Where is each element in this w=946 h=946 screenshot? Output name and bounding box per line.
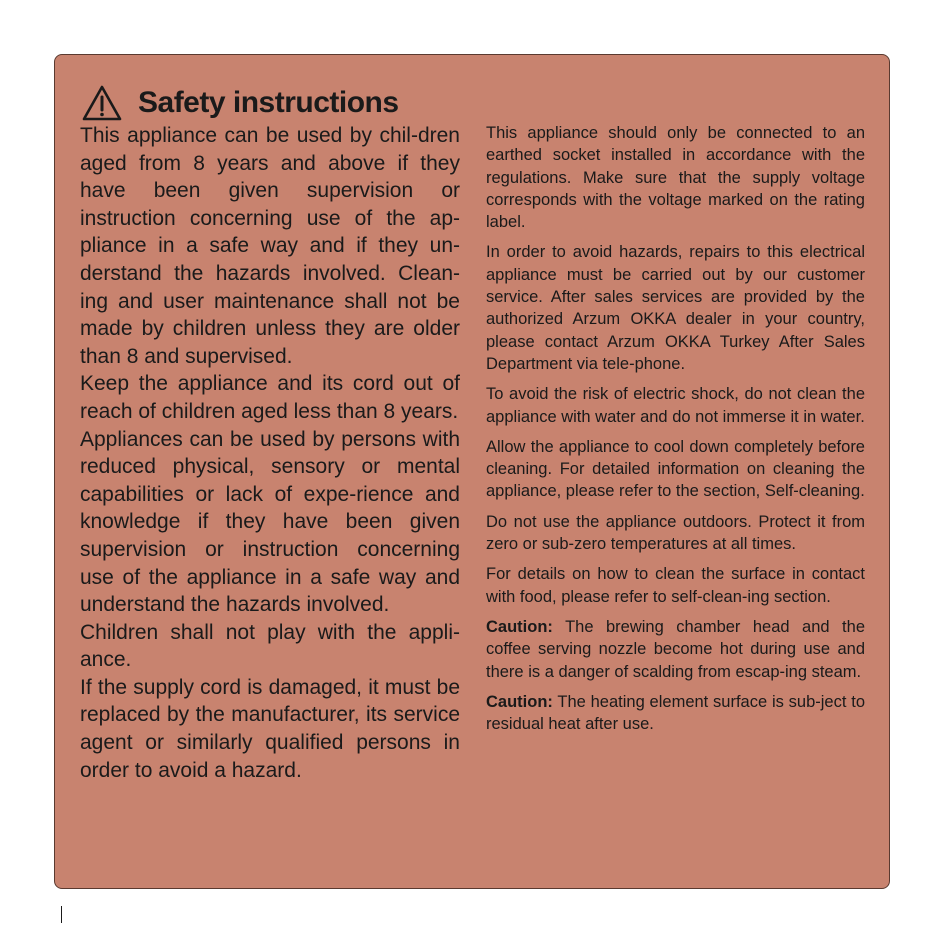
paragraph-supply-cord: If the supply cord is damaged, it must be replaced by the manufacturer, its service agent or similarly qualified persons in order to avoid a hazard. bbox=[80, 675, 460, 782]
right-column bbox=[486, 122, 865, 743]
paragraph-cool-down: Allow the appliance to cool down completely before cleaning. For detailed information on cleaning the appliance, please refer to the section, Self-cleaning. bbox=[486, 437, 865, 501]
paragraph-reduced-capabilities: Appliances can be used by persons with reduced physical, sensory or mental capabilities or lack of expe-rience and knowledge if they have been given supervision or instruction concerning use of the appliance in a safe way and understand the hazards involved. bbox=[80, 427, 460, 617]
caution-text: The brewing chamber head and the coffee serving nozzle become hot during use and there is a danger of scalding from escap-ing steam. bbox=[486, 617, 865, 681]
left-column bbox=[80, 122, 460, 784]
caution-label: Caution: bbox=[486, 692, 553, 711]
title-row bbox=[82, 84, 399, 122]
paragraph-electric-shock: To avoid the risk of electric shock, do not clean the appliance with water and do not immerse it in water. bbox=[486, 385, 865, 426]
paragraph-earthed-socket: This appliance should only be connected to an earthed socket installed in accordance with the regulations. Make sure that the supply voltage corresponds with the voltage marked on the rating label. bbox=[486, 124, 865, 232]
page-title: Safety instructions bbox=[138, 86, 399, 119]
paragraph-keep-out-of-reach: Keep the appliance and its cord out of reach of children aged less than 8 years. bbox=[80, 372, 460, 423]
paragraph-food-surface: For details on how to clean the surface in contact with food, please refer to self-clean-ing section. bbox=[486, 565, 865, 606]
paragraph-children-use: This appliance can be used by chil-dren aged from 8 years and above if they have been given supervision or instruction concerning use of the ap-pliance in a safe way and if they un-derstand the hazards involved. Clean-ing and user maintenance shall not be made by children unless they are older than 8 and supervised. bbox=[80, 124, 460, 368]
warning-triangle-icon bbox=[82, 85, 122, 121]
paragraph-outdoors: Do not use the appliance outdoors. Protect it from zero or sub-zero temperatures at all times. bbox=[486, 512, 865, 554]
caution-brewing-chamber bbox=[486, 616, 865, 683]
paragraph-repairs: In order to avoid hazards, repairs to this electrical appliance must be carried out by our customer service. After sales services are provided by the authorized Arzum OKKA dealer in your country, please contact Arzum OKKA Turkey After Sales Department via tele-phone. bbox=[486, 243, 865, 373]
paragraph-children-play: Children shall not play with the appli-ance. bbox=[80, 620, 460, 672]
caution-heating-element bbox=[486, 691, 865, 736]
page-margin-mark bbox=[61, 906, 62, 923]
caution-text: The heating element surface is sub-ject to residual heat after use. bbox=[486, 692, 865, 734]
caution-label: Caution: bbox=[486, 617, 553, 636]
